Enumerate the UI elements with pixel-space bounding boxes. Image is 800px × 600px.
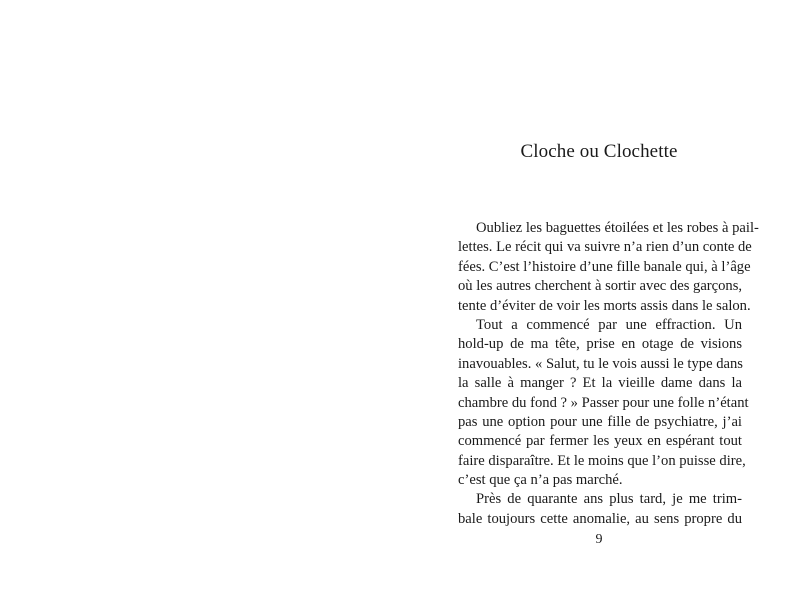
text-line: fées. C’est l’histoire d’une fille banale qui, à l’âge: [458, 258, 751, 275]
text-line: chambre du fond ? » Passer pour une folle n’étant: [458, 394, 749, 411]
text-line: tente d’éviter de voir les morts assis dans le salon.: [458, 297, 751, 314]
text-line: faire disparaître. Et le moins que l’on puisse dire,: [458, 452, 746, 469]
text-line: lettes. Le récit qui va suivre n’a rien d’un conte de: [458, 239, 752, 256]
text-line: Oubliez les baguettes étoilées et les robes à pail-: [476, 220, 759, 236]
chapter-body-text: [458, 219, 759, 529]
text-line: pas une option pour une fille de psychiatre, j’ai: [458, 413, 742, 430]
page-number: 9: [595, 532, 603, 547]
text-line: c’est que ça n’a pas marché.: [458, 472, 623, 489]
text-line: bale toujours cette anomalie, au sens propre du: [458, 510, 742, 527]
right-page: [400, 0, 800, 600]
text-line: inavouables. « Salut, tu le vois aussi le type dans: [458, 355, 743, 372]
text-line: hold-up de ma tête, prise en otage de visions: [458, 336, 742, 353]
text-line: la salle à manger ? Et la vieille dame dans la: [458, 375, 742, 392]
text-line: où les autres cherchent à sortir avec des garçons,: [458, 278, 743, 295]
text-line: commencé par fermer les yeux en espérant tout: [458, 433, 742, 450]
text-line: Près de quarante ans plus tard, je me trim-: [476, 491, 742, 508]
text-line: Tout a commencé par une effraction. Un: [476, 316, 742, 333]
chapter-title: Cloche ou Clochette: [520, 141, 678, 162]
